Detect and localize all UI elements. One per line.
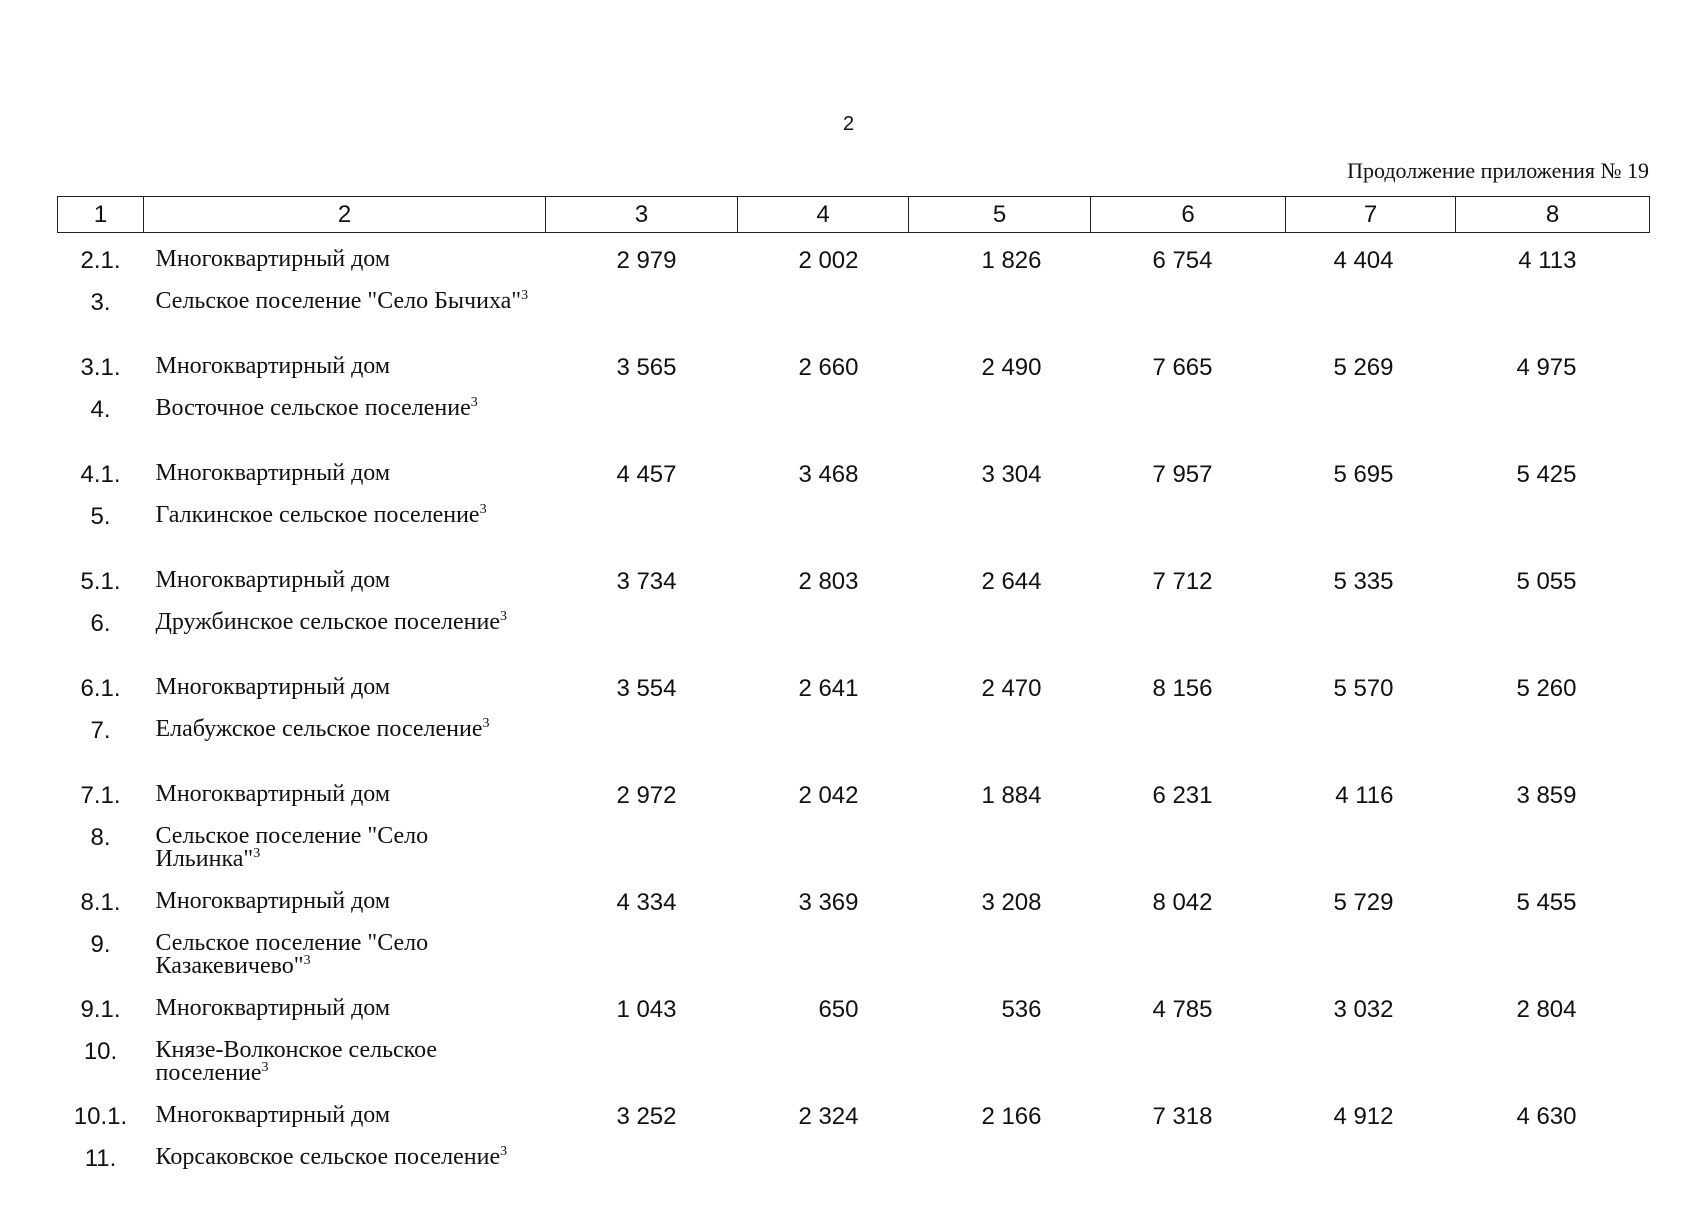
value-col-4: 650 (738, 991, 909, 1033)
value-col-7: 5 335 (1286, 563, 1456, 605)
value-col-3 (546, 1033, 738, 1098)
row-number: 10.1. (58, 1098, 144, 1140)
value-col-8 (1456, 819, 1650, 884)
table-row-settlement (58, 712, 1650, 777)
value-col-6 (1091, 391, 1286, 456)
value-col-5 (909, 605, 1091, 670)
value-col-5 (909, 712, 1091, 777)
value-col-6: 7 712 (1091, 563, 1286, 605)
row-number: 3.1. (58, 349, 144, 391)
row-name-text: Многоквартирный дом (156, 995, 391, 1021)
row-name-text: Восточное сельское поселение (156, 395, 471, 421)
value-col-3: 4 334 (546, 884, 738, 926)
row-name (156, 825, 536, 871)
row-name (156, 1146, 536, 1169)
value-col-6: 6 754 (1091, 233, 1286, 285)
footnote-marker: 3 (521, 288, 528, 303)
value-col-7: 4 912 (1286, 1098, 1456, 1140)
row-name-text: Сельское поселение "Село Казакевичево" (156, 930, 429, 979)
row-name-text: Сельское поселение "Село Бычиха" (156, 288, 522, 314)
value-col-4: 2 803 (738, 563, 909, 605)
value-col-6: 7 318 (1091, 1098, 1286, 1140)
row-name (156, 890, 536, 913)
row-number: 5.1. (58, 563, 144, 605)
value-col-5: 1 826 (909, 233, 1091, 285)
table-row-settlement (58, 391, 1650, 456)
value-col-7 (1286, 391, 1456, 456)
row-number: 6. (58, 605, 144, 670)
value-col-7 (1286, 605, 1456, 670)
row-name (156, 248, 536, 271)
value-col-8: 4 113 (1456, 233, 1650, 285)
value-col-5: 2 166 (909, 1098, 1091, 1140)
value-col-8: 5 455 (1456, 884, 1650, 926)
table-row-building (58, 777, 1650, 819)
row-number: 9. (58, 926, 144, 991)
value-col-4 (738, 712, 909, 777)
table-row-building (58, 456, 1650, 498)
page-number: 2 (0, 113, 1697, 136)
value-col-6: 6 231 (1091, 777, 1286, 819)
value-col-3 (546, 284, 738, 349)
value-col-3 (546, 391, 738, 456)
column-header: 2 (144, 197, 546, 233)
value-col-4: 3 468 (738, 456, 909, 498)
row-name (156, 569, 536, 592)
value-col-4: 2 660 (738, 349, 909, 391)
row-name (156, 718, 536, 741)
row-name (156, 611, 536, 634)
value-col-8 (1456, 605, 1650, 670)
value-col-8: 5 055 (1456, 563, 1650, 605)
row-name-cell (144, 991, 546, 1033)
value-col-6: 7 665 (1091, 349, 1286, 391)
column-header: 7 (1286, 197, 1456, 233)
value-col-7 (1286, 284, 1456, 349)
row-name-text: Многоквартирный дом (156, 781, 391, 807)
column-header: 6 (1091, 197, 1286, 233)
table-row-settlement (58, 819, 1650, 884)
row-name-text: Многоквартирный дом (156, 246, 391, 272)
value-col-6 (1091, 712, 1286, 777)
row-name-text: Князе-Волконское сельское поселение (156, 1037, 438, 1086)
row-name-text: Многоквартирный дом (156, 460, 391, 486)
value-col-5 (909, 819, 1091, 884)
value-col-4 (738, 284, 909, 349)
value-col-6 (1091, 1140, 1286, 1205)
footnote-marker: 3 (262, 1060, 269, 1075)
value-col-5 (909, 498, 1091, 563)
value-col-8 (1456, 1033, 1650, 1098)
footnote-marker: 3 (253, 846, 260, 861)
value-col-4: 2 324 (738, 1098, 909, 1140)
row-name-text: Сельское поселение "Село Ильинка" (156, 823, 429, 872)
row-name-cell (144, 670, 546, 712)
value-col-3 (546, 819, 738, 884)
value-col-5: 3 304 (909, 456, 1091, 498)
row-name (156, 783, 536, 806)
row-name-cell (144, 391, 546, 456)
table-row-building (58, 563, 1650, 605)
row-name-cell (144, 563, 546, 605)
row-number: 7.1. (58, 777, 144, 819)
value-col-3 (546, 712, 738, 777)
value-col-7 (1286, 498, 1456, 563)
value-col-7 (1286, 926, 1456, 991)
row-number: 4.1. (58, 456, 144, 498)
value-col-5: 1 884 (909, 777, 1091, 819)
value-col-7 (1286, 712, 1456, 777)
row-number: 8. (58, 819, 144, 884)
value-col-8 (1456, 498, 1650, 563)
row-number: 7. (58, 712, 144, 777)
row-name-cell (144, 456, 546, 498)
value-col-4 (738, 605, 909, 670)
table-header-row (58, 197, 1650, 233)
appendix-continuation-note: Продолжение приложения № 19 (1347, 158, 1649, 184)
value-col-8 (1456, 391, 1650, 456)
value-col-4: 2 641 (738, 670, 909, 712)
table-row-building (58, 884, 1650, 926)
value-col-7: 5 269 (1286, 349, 1456, 391)
table-row-building (58, 1098, 1650, 1140)
table-row-settlement (58, 605, 1650, 670)
value-col-3: 3 734 (546, 563, 738, 605)
value-col-3 (546, 498, 738, 563)
value-col-3 (546, 926, 738, 991)
footnote-marker: 3 (304, 953, 311, 968)
value-col-7: 5 570 (1286, 670, 1456, 712)
row-name-text: Многоквартирный дом (156, 888, 391, 914)
value-col-5: 536 (909, 991, 1091, 1033)
value-col-3: 3 252 (546, 1098, 738, 1140)
value-col-6: 7 957 (1091, 456, 1286, 498)
value-col-8: 2 804 (1456, 991, 1650, 1033)
row-number: 11. (58, 1140, 144, 1205)
row-number: 2.1. (58, 233, 144, 285)
row-name-text: Многоквартирный дом (156, 674, 391, 700)
row-name-cell (144, 712, 546, 777)
row-name (156, 676, 536, 699)
row-name-text: Дружбинское сельское поселение (156, 609, 501, 635)
value-col-6: 4 785 (1091, 991, 1286, 1033)
value-col-6 (1091, 605, 1286, 670)
row-number: 8.1. (58, 884, 144, 926)
row-name-cell (144, 1033, 546, 1098)
value-col-5: 2 644 (909, 563, 1091, 605)
table-row-settlement (58, 926, 1650, 991)
row-number: 3. (58, 284, 144, 349)
value-col-4 (738, 1033, 909, 1098)
value-col-8: 3 859 (1456, 777, 1650, 819)
value-col-6: 8 042 (1091, 884, 1286, 926)
table-row-building (58, 349, 1650, 391)
row-number: 6.1. (58, 670, 144, 712)
row-name-text: Елабужское сельское поселение (156, 716, 483, 742)
value-col-4 (738, 926, 909, 991)
row-name (156, 997, 536, 1020)
row-number: 9.1. (58, 991, 144, 1033)
value-col-5 (909, 1140, 1091, 1205)
value-col-3 (546, 1140, 738, 1205)
data-table (57, 196, 1650, 1205)
value-col-7 (1286, 819, 1456, 884)
value-col-8 (1456, 712, 1650, 777)
value-col-8 (1456, 926, 1650, 991)
value-col-6: 8 156 (1091, 670, 1286, 712)
value-col-6 (1091, 284, 1286, 349)
row-name-cell (144, 284, 546, 349)
row-name (156, 504, 536, 527)
value-col-7 (1286, 1033, 1456, 1098)
value-col-6 (1091, 1033, 1286, 1098)
row-number: 5. (58, 498, 144, 563)
value-col-5: 2 490 (909, 349, 1091, 391)
table-row-settlement (58, 284, 1650, 349)
row-name-text: Галкинское сельское поселение (156, 502, 480, 528)
value-col-5 (909, 926, 1091, 991)
value-col-7: 4 404 (1286, 233, 1456, 285)
row-number: 10. (58, 1033, 144, 1098)
value-col-3: 2 979 (546, 233, 738, 285)
footnote-marker: 3 (480, 502, 487, 517)
row-name-cell (144, 1140, 546, 1205)
value-col-5 (909, 391, 1091, 456)
row-name-text: Многоквартирный дом (156, 1102, 391, 1128)
row-name-cell (144, 605, 546, 670)
table-body (58, 233, 1650, 1205)
row-name (156, 1039, 536, 1085)
row-number: 4. (58, 391, 144, 456)
row-name (156, 397, 536, 420)
value-col-3 (546, 605, 738, 670)
table-row-building (58, 233, 1650, 285)
row-name-cell (144, 819, 546, 884)
value-col-4 (738, 391, 909, 456)
row-name-text: Корсаковское сельское поселение (156, 1144, 501, 1170)
column-header: 1 (58, 197, 144, 233)
value-col-7 (1286, 1140, 1456, 1205)
value-col-3: 1 043 (546, 991, 738, 1033)
table-row-settlement (58, 498, 1650, 563)
column-header: 8 (1456, 197, 1650, 233)
value-col-8: 5 425 (1456, 456, 1650, 498)
row-name (156, 932, 536, 978)
row-name-cell (144, 884, 546, 926)
value-col-3: 4 457 (546, 456, 738, 498)
value-col-8 (1456, 284, 1650, 349)
value-col-7: 3 032 (1286, 991, 1456, 1033)
table-row-building (58, 991, 1650, 1033)
value-col-7: 5 729 (1286, 884, 1456, 926)
value-col-6 (1091, 498, 1286, 563)
row-name-cell (144, 777, 546, 819)
footnote-marker: 3 (471, 395, 478, 410)
row-name (156, 1104, 536, 1127)
column-header: 5 (909, 197, 1091, 233)
value-col-8: 4 975 (1456, 349, 1650, 391)
value-col-4: 2 002 (738, 233, 909, 285)
footnote-marker: 3 (483, 716, 490, 731)
value-col-4 (738, 819, 909, 884)
value-col-8: 5 260 (1456, 670, 1650, 712)
value-col-6 (1091, 926, 1286, 991)
value-col-4 (738, 498, 909, 563)
row-name-cell (144, 1098, 546, 1140)
value-col-4: 3 369 (738, 884, 909, 926)
value-col-5 (909, 1033, 1091, 1098)
table-row-settlement (58, 1140, 1650, 1205)
value-col-3: 2 972 (546, 777, 738, 819)
table-row-settlement (58, 1033, 1650, 1098)
column-header: 4 (738, 197, 909, 233)
row-name-text: Многоквартирный дом (156, 353, 391, 379)
value-col-8: 4 630 (1456, 1098, 1650, 1140)
row-name-cell (144, 498, 546, 563)
value-col-5: 3 208 (909, 884, 1091, 926)
value-col-6 (1091, 819, 1286, 884)
row-name (156, 462, 536, 485)
row-name-cell (144, 233, 546, 285)
value-col-7: 5 695 (1286, 456, 1456, 498)
row-name-cell (144, 926, 546, 991)
value-col-5 (909, 284, 1091, 349)
value-col-7: 4 116 (1286, 777, 1456, 819)
value-col-8 (1456, 1140, 1650, 1205)
value-col-4: 2 042 (738, 777, 909, 819)
value-col-5: 2 470 (909, 670, 1091, 712)
footnote-marker: 3 (500, 609, 507, 624)
table-row-building (58, 670, 1650, 712)
value-col-3: 3 554 (546, 670, 738, 712)
value-col-3: 3 565 (546, 349, 738, 391)
footnote-marker: 3 (500, 1144, 507, 1159)
row-name-text: Многоквартирный дом (156, 567, 391, 593)
row-name (156, 355, 536, 378)
value-col-4 (738, 1140, 909, 1205)
column-header: 3 (546, 197, 738, 233)
row-name-cell (144, 349, 546, 391)
row-name (156, 290, 536, 313)
